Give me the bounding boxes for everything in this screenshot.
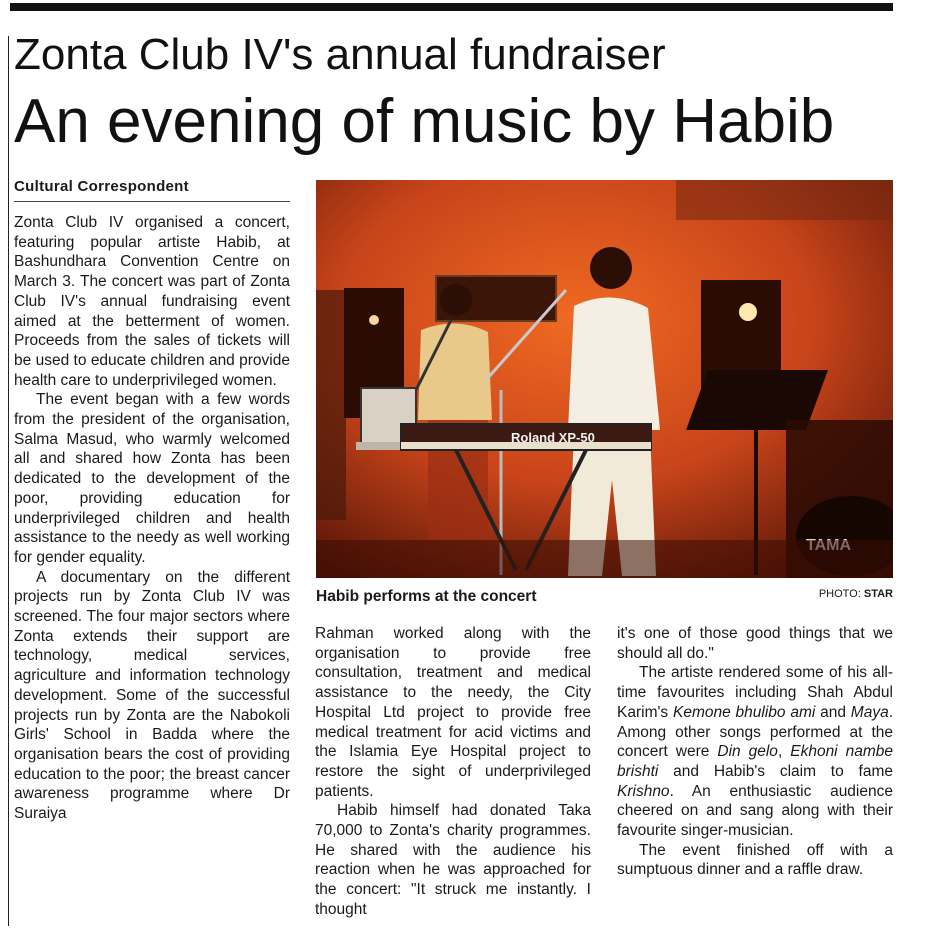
paragraph-3-continued: Rahman worked along with the organisation to provide free consultation, treatment and medical assistance to the needy, the City Hospital Ltd project to provide free medical treatment for acid victims and the Islamia Eye Hospital project to restore the sight of underprivileged patients. [315, 625, 591, 800]
left-column-rule [8, 36, 9, 926]
photo-credit-source: STAR [863, 588, 893, 600]
paragraph-4: Habib himself had donated Taka 70,000 to Zonta's charity programmes. He shared with the audience his reaction when he was approached for the concert: "It struck me instantly. I thought [315, 802, 591, 918]
photo-credit [760, 588, 893, 600]
concert-photo-illustration [316, 180, 893, 578]
top-rule [10, 3, 893, 11]
guitarist-shirt [418, 323, 492, 420]
article-column-1 [14, 213, 290, 824]
singer-shirt [568, 297, 660, 430]
byline: Cultural Correspondent [14, 178, 290, 202]
concert-photo [316, 180, 893, 578]
paragraph-2: The event began with a few words from the president of the organisation, Salma Masud, who warmly welcomed all and shared how Zonta has been dedicated to the development of the poor, providing education for underprivileged children and health assistance to the needy as well working for gender equality. [14, 391, 290, 566]
article-column-3 [617, 624, 893, 880]
photo-caption: Habib performs at the concert [316, 588, 537, 605]
kicker: Zonta Club IV's annual fundraiser [14, 30, 666, 79]
stage-light [739, 303, 757, 321]
guitarist-head [440, 284, 472, 316]
song-title: Maya [850, 703, 889, 721]
keyboard-brand: Roland XP-50 [511, 430, 595, 445]
song-title: Din gelo [717, 743, 778, 761]
singer-head [590, 247, 632, 289]
article-column-2 [315, 624, 591, 920]
paragraph-1: Zonta Club IV organised a concert, featuring popular artiste Habib, at Bashundhara Convention Centre on March 3. The concert was part of Zonta Club IV's annual fundraising event aimed at the betterment of women. Proceeds from the sales of tickets will be used to educate children and provide health care to underprivileged women. [14, 214, 290, 389]
photo-credit-label: PHOTO: [818, 588, 861, 600]
paragraph-4-continued: it's one of those good things that we should all do." [617, 625, 893, 662]
song-title: Ekhoni nambe brishti [617, 743, 893, 780]
paragraph-3: A documentary on the different projects run by Zonta Club IV was screened. The four major sectors where Zonta extends their support are technology, medical services, agriculture and information technology development. Some of the successful projects run by Zonta are the Nabokoli Girls' School in Badda where the organisation bears the cost of providing education to the poor; the breast cancer awareness programme where Dr Suraiya [14, 568, 290, 823]
paragraph-5: The artiste rendered some of his all-time favourites including Shah Abdul Karim's Kemone bhulibo ami and Maya. Among other songs performed at the concert were Din gelo, Ekhoni nambe brishti and Habib's claim to fame Krishno. An enthusiastic audience cheered on and sang along with their favourite singer-musician. [617, 664, 893, 840]
song-title: Kemone bhulibo ami [673, 703, 816, 721]
paragraph-6: The event finished off with a sumptuous dinner and a raffle draw. [617, 841, 893, 879]
headline: An evening of music by Habib [14, 87, 835, 156]
song-title: Krishno [617, 782, 670, 800]
